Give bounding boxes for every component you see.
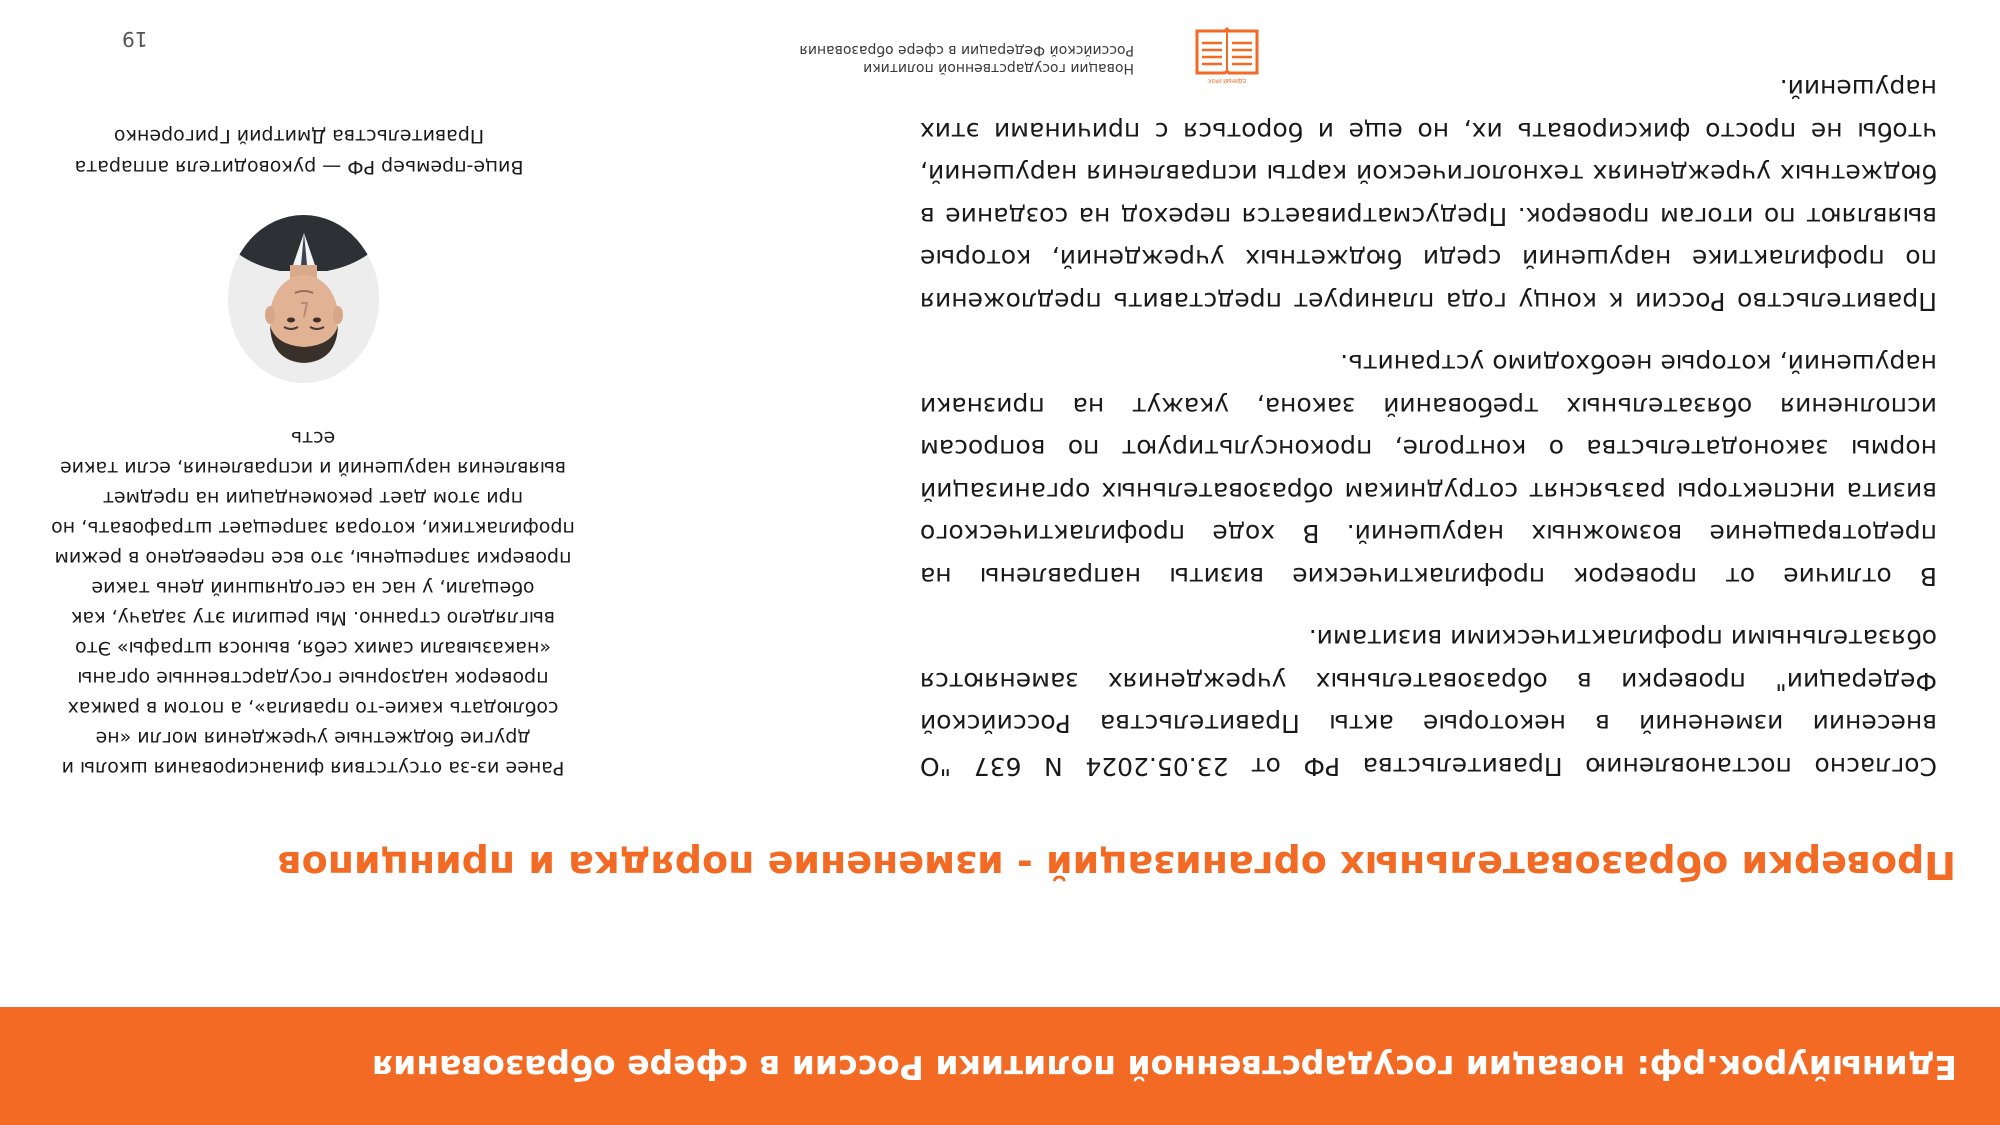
page-title: Проверки образовательных организаций - изменение порядка и принципов: [277, 843, 1956, 887]
sidebar-quote: Ранее из-за отсутствия финансирования школы и другие бюджетные учреждения могли «не соблюдать какие-то правила», а потом в рамках проверок надзорные государственные органы «наказывали самих себя, вынося штрафы» Это выглядело странно. Мы решили эту задачу, как обещали, у нас на сегодняшний день такие проверки запрещены, это все переведено в режим профилактики, которая запрещает штрафовать, но при этом дает рекомендации на предмет выявления нарушений и исправления, если такие есть: [51, 427, 575, 779]
footer-caption: [794, 41, 1134, 77]
banner-title: Единыйурок.рф: новации государственной политики России в сфере образования: [371, 1048, 1957, 1087]
logo-text: ЕДИНЫЙ УРОК: [1208, 77, 1246, 83]
portrait-image: [228, 215, 379, 383]
paragraph: Правительство России к концу года планирует представить предложения по профилактике нарушений среди бюджетных учреждений, которые выявляют по итогам проверок. Предусматривается переход на создание в бюджетных учреждениях технологической карты исправления нарушений, чтобы не просто фиксировать их, но еще и бороться с причинами этих нарушений.: [920, 74, 1937, 316]
header-banner: [0, 1007, 2000, 1125]
paragraph: В отличие от проверок профилактические визиты направлены на предотвращение возможных нарушений. В ходе профилактического визита инспекторы разъяснят сотрудникам образовательных организаций нормы законодательства о контроле, проконсультируют по вопросам исполнения обязательных требований закона, укажут на признаки нарушений, которые необходимо устранить.: [920, 349, 1937, 591]
book-logo-icon: [1191, 23, 1263, 85]
portrait-caption: Вице-премьер РФ — руководителя аппарата Правительства Дмитрий Григоренко: [74, 125, 524, 178]
paragraph: Согласно постановлению Правительства РФ от 23.05.2024 N 637 "О внесении изменений в некоторые акты Правительства Российской Федерации" проверки в образовательных учреждениях заменяются обязательными профилактическими визитами.: [920, 624, 1937, 781]
footer-line-2: Российской Федерации в сфере образования: [799, 42, 1134, 58]
body-text: [920, 49, 1937, 787]
footer-line-1: Новации государственной политики: [863, 60, 1134, 76]
portrait-photo: [228, 215, 379, 383]
page-number: 19: [122, 27, 148, 51]
